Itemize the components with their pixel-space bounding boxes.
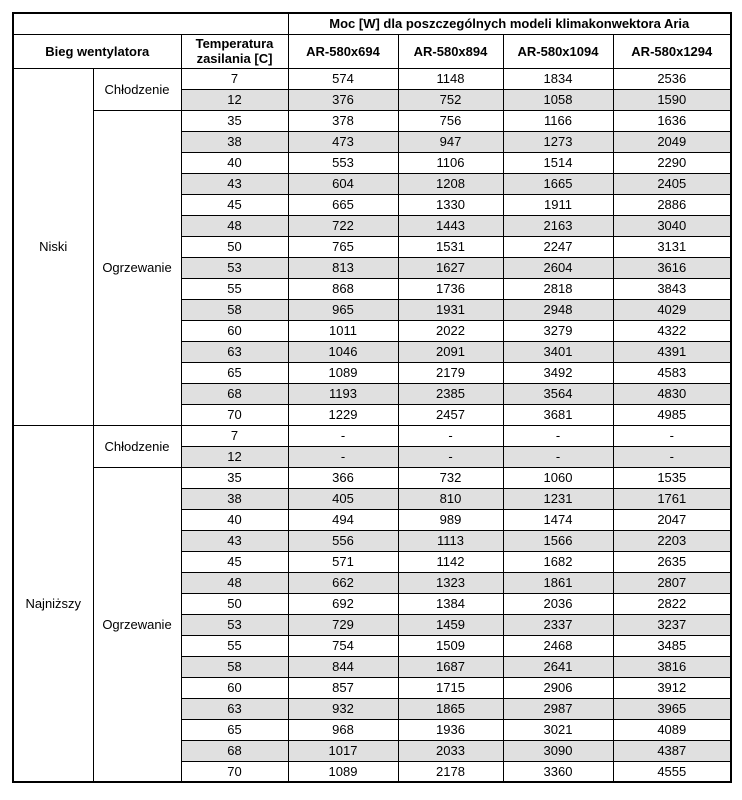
value-cell: - — [613, 425, 731, 446]
value-cell: 1231 — [503, 488, 613, 509]
value-cell: 3401 — [503, 341, 613, 362]
value-cell: 3616 — [613, 257, 731, 278]
model-header-4: AR-580x1294 — [613, 34, 731, 68]
value-cell: 2049 — [613, 131, 731, 152]
value-cell: 1273 — [503, 131, 613, 152]
value-cell: 1535 — [613, 467, 731, 488]
value-cell: 3279 — [503, 320, 613, 341]
value-cell: 1058 — [503, 89, 613, 110]
model-header-1: AR-580x694 — [288, 34, 398, 68]
value-cell: 3485 — [613, 635, 731, 656]
value-cell: 732 — [398, 467, 503, 488]
value-cell: 553 — [288, 152, 398, 173]
value-cell: 3843 — [613, 278, 731, 299]
value-cell: 1089 — [288, 362, 398, 383]
mode-cell: Chłodzenie — [93, 68, 181, 110]
temperature-cell: 48 — [181, 215, 288, 236]
value-cell: 844 — [288, 656, 398, 677]
value-cell: - — [503, 446, 613, 467]
value-cell: 947 — [398, 131, 503, 152]
temperature-cell: 12 — [181, 89, 288, 110]
temperature-cell: 65 — [181, 362, 288, 383]
value-cell: 1330 — [398, 194, 503, 215]
value-cell: 810 — [398, 488, 503, 509]
value-cell: 1636 — [613, 110, 731, 131]
temperature-cell: 70 — [181, 761, 288, 782]
value-cell: 571 — [288, 551, 398, 572]
value-cell: 2247 — [503, 236, 613, 257]
value-cell: 756 — [398, 110, 503, 131]
value-cell: 1384 — [398, 593, 503, 614]
temperature-cell: 63 — [181, 341, 288, 362]
value-cell: 857 — [288, 677, 398, 698]
temperature-cell: 58 — [181, 299, 288, 320]
value-cell: 2818 — [503, 278, 613, 299]
value-cell: 1046 — [288, 341, 398, 362]
value-cell: 604 — [288, 173, 398, 194]
table-title: Moc [W] dla poszczególnych modeli klimakonwektora Aria — [288, 13, 731, 34]
value-cell: 556 — [288, 530, 398, 551]
value-cell: 3681 — [503, 404, 613, 425]
mode-cell: Ogrzewanie — [93, 110, 181, 425]
value-cell: 2203 — [613, 530, 731, 551]
temperature-cell: 58 — [181, 656, 288, 677]
value-cell: 2822 — [613, 593, 731, 614]
value-cell: 494 — [288, 509, 398, 530]
value-cell: 4387 — [613, 740, 731, 761]
value-cell: - — [288, 446, 398, 467]
value-cell: 473 — [288, 131, 398, 152]
value-cell: 1665 — [503, 173, 613, 194]
value-cell: 3912 — [613, 677, 731, 698]
value-cell: 2635 — [613, 551, 731, 572]
temperature-cell: 50 — [181, 593, 288, 614]
temperature-cell: 43 — [181, 530, 288, 551]
temperature-cell: 53 — [181, 614, 288, 635]
value-cell: 1931 — [398, 299, 503, 320]
value-cell: 2337 — [503, 614, 613, 635]
value-cell: 1687 — [398, 656, 503, 677]
mode-cell: Chłodzenie — [93, 425, 181, 467]
temperature-cell: 50 — [181, 236, 288, 257]
value-cell: 3816 — [613, 656, 731, 677]
value-cell: 3360 — [503, 761, 613, 782]
value-cell: 366 — [288, 467, 398, 488]
fan-speed-cell: Niski — [13, 68, 93, 425]
value-cell: - — [398, 446, 503, 467]
value-cell: 4089 — [613, 719, 731, 740]
value-cell: - — [503, 425, 613, 446]
table-row — [13, 467, 731, 488]
value-cell: 2385 — [398, 383, 503, 404]
temperature-cell: 45 — [181, 194, 288, 215]
value-cell: 1089 — [288, 761, 398, 782]
value-cell: 3021 — [503, 719, 613, 740]
value-cell: 3131 — [613, 236, 731, 257]
fan-speed-cell: Najniższy — [13, 425, 93, 782]
value-cell: 3564 — [503, 383, 613, 404]
value-cell: 1166 — [503, 110, 613, 131]
value-cell: 752 — [398, 89, 503, 110]
value-cell: 868 — [288, 278, 398, 299]
temperature-cell: 65 — [181, 719, 288, 740]
value-cell: 1514 — [503, 152, 613, 173]
value-cell: 4029 — [613, 299, 731, 320]
value-cell: 765 — [288, 236, 398, 257]
value-cell: 965 — [288, 299, 398, 320]
value-cell: 1936 — [398, 719, 503, 740]
temperature-cell: 40 — [181, 152, 288, 173]
value-cell: 662 — [288, 572, 398, 593]
value-cell: 1113 — [398, 530, 503, 551]
value-cell: 932 — [288, 698, 398, 719]
temperature-cell: 68 — [181, 383, 288, 404]
value-cell: 1861 — [503, 572, 613, 593]
temperature-cell: 60 — [181, 320, 288, 341]
value-cell: 2033 — [398, 740, 503, 761]
value-cell: 2047 — [613, 509, 731, 530]
value-cell: 1566 — [503, 530, 613, 551]
value-cell: 378 — [288, 110, 398, 131]
value-cell: 1060 — [503, 467, 613, 488]
value-cell: 1682 — [503, 551, 613, 572]
value-cell: 2457 — [398, 404, 503, 425]
value-cell: 2290 — [613, 152, 731, 173]
value-cell: - — [398, 425, 503, 446]
value-cell: 729 — [288, 614, 398, 635]
value-cell: 989 — [398, 509, 503, 530]
value-cell: 813 — [288, 257, 398, 278]
value-cell: 1736 — [398, 278, 503, 299]
value-cell: 1017 — [288, 740, 398, 761]
value-cell: 1761 — [613, 488, 731, 509]
value-cell: - — [613, 446, 731, 467]
value-cell: 4322 — [613, 320, 731, 341]
value-cell: 1865 — [398, 698, 503, 719]
value-cell: 4391 — [613, 341, 731, 362]
fan-speed-header: Bieg wentylatora — [13, 34, 181, 68]
value-cell: 2987 — [503, 698, 613, 719]
temperature-cell: 43 — [181, 173, 288, 194]
temperature-cell: 7 — [181, 68, 288, 89]
value-cell: 1142 — [398, 551, 503, 572]
temperature-cell: 48 — [181, 572, 288, 593]
table-header — [13, 13, 731, 68]
value-cell: 3090 — [503, 740, 613, 761]
value-cell: 3965 — [613, 698, 731, 719]
value-cell: 1509 — [398, 635, 503, 656]
temperature-cell: 35 — [181, 110, 288, 131]
temperature-cell: 55 — [181, 278, 288, 299]
value-cell: 1911 — [503, 194, 613, 215]
model-header-2: AR-580x894 — [398, 34, 503, 68]
value-cell: 2906 — [503, 677, 613, 698]
value-cell: 692 — [288, 593, 398, 614]
table-body — [13, 68, 731, 782]
temperature-cell: 38 — [181, 131, 288, 152]
value-cell: 1106 — [398, 152, 503, 173]
table-row — [13, 425, 731, 446]
value-cell: 2022 — [398, 320, 503, 341]
value-cell: 376 — [288, 89, 398, 110]
value-cell: 4555 — [613, 761, 731, 782]
value-cell: 968 — [288, 719, 398, 740]
value-cell: 1011 — [288, 320, 398, 341]
temperature-cell: 60 — [181, 677, 288, 698]
value-cell: 722 — [288, 215, 398, 236]
temperature-cell: 35 — [181, 467, 288, 488]
table-row — [13, 68, 731, 89]
value-cell: 1459 — [398, 614, 503, 635]
header-row-1 — [13, 13, 731, 34]
temperature-cell: 7 — [181, 425, 288, 446]
value-cell: 1148 — [398, 68, 503, 89]
temperature-cell: 40 — [181, 509, 288, 530]
value-cell: 4830 — [613, 383, 731, 404]
value-cell: 754 — [288, 635, 398, 656]
temperature-cell: 53 — [181, 257, 288, 278]
value-cell: 665 — [288, 194, 398, 215]
value-cell: 3492 — [503, 362, 613, 383]
value-cell: 2948 — [503, 299, 613, 320]
value-cell: 1834 — [503, 68, 613, 89]
value-cell: - — [288, 425, 398, 446]
temperature-cell: 55 — [181, 635, 288, 656]
value-cell: 2163 — [503, 215, 613, 236]
value-cell: 2641 — [503, 656, 613, 677]
value-cell: 2807 — [613, 572, 731, 593]
value-cell: 1229 — [288, 404, 398, 425]
table-row — [13, 110, 731, 131]
value-cell: 1323 — [398, 572, 503, 593]
value-cell: 2405 — [613, 173, 731, 194]
value-cell: 2468 — [503, 635, 613, 656]
value-cell: 1715 — [398, 677, 503, 698]
empty-header-cell — [13, 13, 288, 34]
header-row-2 — [13, 34, 731, 68]
value-cell: 2604 — [503, 257, 613, 278]
supply-temperature-header: Temperatura zasilania [C] — [181, 34, 288, 68]
value-cell: 1193 — [288, 383, 398, 404]
value-cell: 574 — [288, 68, 398, 89]
value-cell: 2036 — [503, 593, 613, 614]
temperature-cell: 68 — [181, 740, 288, 761]
value-cell: 1443 — [398, 215, 503, 236]
temperature-cell: 12 — [181, 446, 288, 467]
temperature-cell: 63 — [181, 698, 288, 719]
value-cell: 405 — [288, 488, 398, 509]
temperature-cell: 70 — [181, 404, 288, 425]
value-cell: 3040 — [613, 215, 731, 236]
value-cell: 4985 — [613, 404, 731, 425]
temperature-cell: 45 — [181, 551, 288, 572]
value-cell: 1590 — [613, 89, 731, 110]
value-cell: 2091 — [398, 341, 503, 362]
value-cell: 2886 — [613, 194, 731, 215]
value-cell: 1474 — [503, 509, 613, 530]
power-table — [12, 12, 732, 783]
value-cell: 3237 — [613, 614, 731, 635]
value-cell: 2179 — [398, 362, 503, 383]
model-header-3: AR-580x1094 — [503, 34, 613, 68]
value-cell: 1531 — [398, 236, 503, 257]
value-cell: 2536 — [613, 68, 731, 89]
temperature-cell: 38 — [181, 488, 288, 509]
mode-cell: Ogrzewanie — [93, 467, 181, 782]
value-cell: 1208 — [398, 173, 503, 194]
value-cell: 2178 — [398, 761, 503, 782]
value-cell: 1627 — [398, 257, 503, 278]
value-cell: 4583 — [613, 362, 731, 383]
